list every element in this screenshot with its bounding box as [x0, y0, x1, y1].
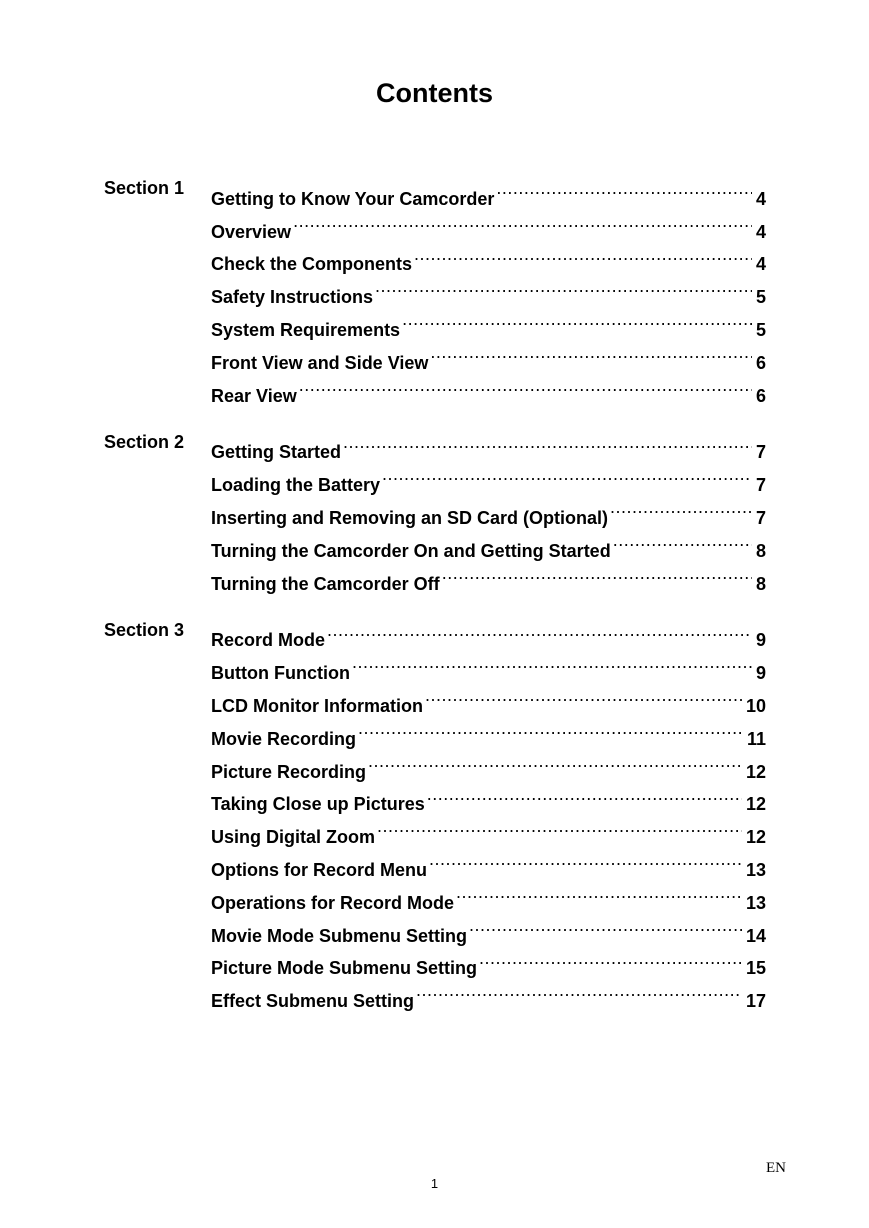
dot-leader	[382, 458, 752, 491]
dot-leader	[416, 974, 742, 1007]
section-label: Section 3	[104, 619, 185, 640]
toc-entry[interactable]	[211, 238, 766, 275]
toc-entry[interactable]	[211, 426, 766, 463]
dot-leader	[358, 712, 743, 745]
toc-entry-page-number: 7	[755, 475, 766, 496]
toc-entry-title: System Requirements	[211, 319, 401, 340]
toc-section	[104, 172, 766, 406]
toc-entry-title: Options for Record Menu	[211, 859, 427, 880]
dot-leader	[469, 909, 742, 942]
toc-entry-page-number: 10	[745, 695, 766, 716]
toc-entry-page-number: 13	[745, 859, 766, 880]
toc-entry[interactable]	[211, 172, 766, 209]
toc-entry-page-number: 7	[755, 507, 766, 528]
toc-entry-title: Check the Components	[211, 254, 413, 275]
dot-leader	[414, 238, 752, 271]
dot-leader	[293, 205, 752, 238]
page-number: 1	[430, 1176, 439, 1191]
section-entries	[211, 172, 766, 406]
toc-entry-page-number: 4	[755, 254, 766, 275]
toc-entry-title: Picture Mode Submenu Setting	[211, 958, 478, 979]
toc-entry-title: Effect Submenu Setting	[211, 991, 415, 1012]
toc-entry-title: Getting Started	[211, 442, 342, 463]
toc-entry-title: Picture Recording	[211, 761, 367, 782]
dot-leader	[613, 524, 752, 557]
page-title: Contents	[376, 78, 493, 108]
toc-entry-title: Inserting and Removing an SD Card (Optional)	[211, 507, 609, 528]
dot-leader	[368, 745, 742, 778]
toc-entry-title: Safety Instructions	[211, 287, 374, 308]
dot-leader	[327, 614, 752, 647]
toc-entry-title: Button Function	[211, 663, 350, 684]
dot-leader	[442, 557, 752, 590]
dot-leader	[456, 876, 742, 909]
toc-entry-title: Turning the Camcorder On and Getting Started	[211, 540, 611, 561]
dot-leader	[402, 303, 752, 336]
section-entries	[211, 614, 766, 1012]
dot-leader	[425, 679, 742, 712]
toc-entry-page-number: 12	[745, 827, 766, 848]
toc-entry[interactable]	[211, 614, 766, 651]
dot-leader	[377, 810, 742, 843]
dot-leader	[343, 426, 752, 459]
toc-entry-page-number: 9	[755, 630, 766, 651]
toc-entry-page-number: 5	[755, 319, 766, 340]
toc-entry-page-number: 6	[755, 385, 766, 406]
dot-leader	[610, 491, 752, 524]
toc-entry-title: Overview	[211, 221, 292, 242]
language-marker: EN	[766, 1160, 786, 1176]
section-label: Section 1	[104, 178, 185, 198]
toc-entry-page-number: 11	[746, 728, 766, 749]
toc-entry-page-number: 4	[755, 221, 766, 242]
dot-leader	[427, 778, 742, 811]
toc-entry-page-number: 6	[755, 352, 766, 373]
toc-entry-page-number: 8	[755, 540, 766, 561]
toc-entry-page-number: 12	[745, 761, 766, 782]
dot-leader	[496, 172, 752, 205]
toc-entry-page-number: 17	[745, 991, 766, 1012]
toc-entry-page-number: 13	[745, 892, 766, 913]
toc-section	[104, 614, 766, 1012]
toc-entry-page-number: 12	[745, 794, 766, 815]
toc-entry-title: Rear View	[211, 385, 297, 406]
toc-section	[104, 426, 766, 594]
toc-entry-title: Record Mode	[211, 630, 326, 651]
toc-entry-page-number: 4	[755, 188, 766, 209]
toc-entry-title: Turning the Camcorder Off	[211, 573, 440, 594]
toc-entry-title: Operations for Record Mode	[211, 892, 455, 913]
toc-entry-title: LCD Monitor Information	[211, 695, 423, 716]
toc-entry-page-number: 15	[745, 958, 766, 979]
toc-entry-title: Taking Close up Pictures	[211, 794, 425, 815]
toc-entry-title: Loading the Battery	[211, 475, 381, 496]
toc-entry-page-number: 14	[745, 925, 766, 946]
toc-entry-page-number: 9	[755, 663, 766, 684]
dot-leader	[375, 270, 752, 303]
dot-leader	[429, 843, 742, 876]
toc-entry-title: Getting to Know Your Camcorder	[211, 188, 495, 209]
section-label: Section 2	[104, 431, 185, 452]
dot-leader	[352, 646, 752, 679]
toc-entry-page-number: 5	[755, 287, 766, 308]
table-of-contents	[104, 172, 766, 1031]
toc-entry-title: Front View and Side View	[211, 352, 429, 373]
toc-entry-page-number: 7	[755, 442, 766, 463]
toc-entry[interactable]	[211, 205, 766, 242]
dot-leader	[299, 369, 752, 402]
toc-entry-title: Using Digital Zoom	[211, 827, 375, 848]
toc-entry-title: Movie Mode Submenu Setting	[211, 925, 468, 946]
toc-entry-title: Movie Recording	[211, 728, 357, 749]
dot-leader	[479, 942, 742, 975]
dot-leader	[430, 336, 752, 369]
toc-entry-page-number: 8	[755, 573, 766, 594]
section-entries	[211, 426, 766, 594]
